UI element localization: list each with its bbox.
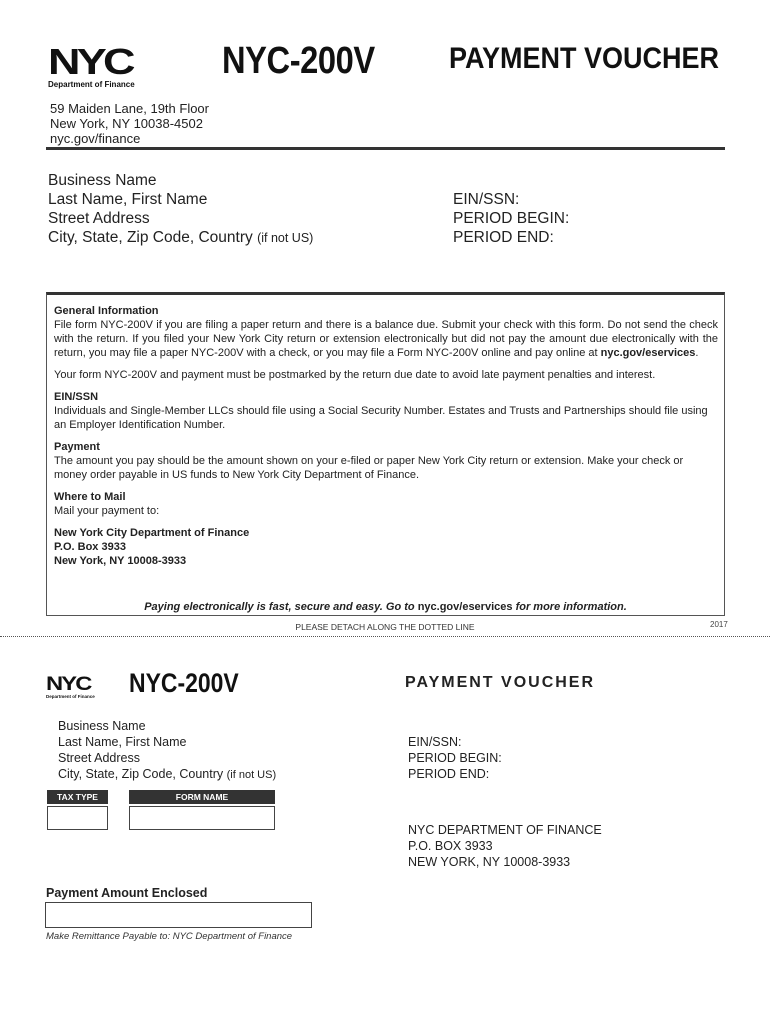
general-info-text: File form NYC-200V if you are filing a paper return and there is a balance due. Submit your check with this form. Do not send the check with the return. If you filed your New York City return or extension electronically but did not pay the amount due electronically with the return, you may file a paper NYC-200V with a check, or you may file a Form NYC-200V online and pay online at: [54, 319, 718, 359]
mail-section: [54, 490, 718, 518]
dof-address-line: NYC DEPARTMENT OF FINANCE: [408, 823, 602, 837]
payment-amount-label: Payment Amount Enclosed: [46, 886, 208, 900]
address-line: 59 Maiden Lane, 19th Floor: [50, 101, 209, 116]
form-number-title: NYC-200V: [222, 40, 375, 82]
taxpayer-ids: [453, 190, 569, 247]
payment-heading: Payment: [54, 441, 100, 453]
voucher-taxpayer-name: Last Name, First Name: [58, 735, 187, 749]
voucher-nyc-logo: [46, 675, 95, 699]
dof-mailing-address: [408, 822, 602, 870]
voucher-street-address: Street Address: [58, 751, 140, 765]
mail-address-line: P.O. Box 3933: [54, 541, 126, 553]
eservices-link[interactable]: nyc.gov/eservices: [600, 347, 696, 359]
eservices-footer-link[interactable]: nyc.gov/eservices: [417, 601, 513, 613]
nyc-logo-subtitle: Department of Finance: [48, 80, 135, 89]
voucher-nyc-logo-subtitle: Department of Finance: [46, 694, 95, 699]
voucher-nyc-logo-mark: NYC: [46, 674, 91, 695]
payment-section: [54, 440, 718, 482]
dof-address-line: P.O. BOX 3933: [408, 839, 493, 853]
mail-address: [54, 526, 718, 568]
mail-heading: Where to Mail: [54, 491, 126, 503]
postmark-notice: Your form NYC-200V and payment must be postmarked by the return due date to avoid late payment penalties and interest.: [54, 369, 656, 381]
tax-type-input[interactable]: [47, 806, 108, 830]
ein-heading: EIN/SSN: [54, 391, 99, 403]
dof-address-line: NEW YORK, NY 10008-3933: [408, 855, 571, 869]
address-line: nyc.gov/finance: [50, 131, 141, 146]
voucher-ein-ssn: EIN/SSN:: [408, 735, 462, 749]
department-address: [50, 101, 209, 146]
form-year: 2017: [710, 620, 728, 629]
detach-instruction: PLEASE DETACH ALONG THE DOTTED LINE: [295, 622, 475, 632]
mail-address-line: New York, NY 10008-3933: [54, 555, 187, 567]
taxpayer-name-label: Last Name, First Name: [48, 191, 208, 208]
voucher-period-end: PERIOD END:: [408, 767, 490, 781]
voucher-taxpayer-info: [58, 718, 276, 783]
payment-amount-input[interactable]: [45, 902, 312, 928]
voucher-business-name: Business Name: [58, 719, 146, 733]
city-note: (if not US): [257, 231, 314, 245]
tax-type-label: TAX TYPE: [47, 790, 108, 804]
voucher-title: PAYMENT VOUCHER: [405, 674, 596, 691]
voucher-city-line: City, State, Zip Code, Country (if not US): [58, 767, 277, 781]
nyc-logo-mark: NYC: [48, 41, 132, 82]
voucher-form-number: NYC-200V: [129, 668, 239, 698]
form-name-label: FORM NAME: [129, 790, 275, 804]
payment-voucher-title: PAYMENT VOUCHER: [449, 42, 720, 75]
mail-address-line: New York City Department of Finance: [54, 527, 250, 539]
voucher-period-begin: PERIOD BEGIN:: [408, 751, 502, 765]
general-info-heading: General Information: [54, 305, 159, 317]
period-end-label: PERIOD END:: [453, 229, 554, 246]
general-information-box: [46, 292, 725, 616]
street-address-label: Street Address: [48, 210, 150, 227]
header-divider: [46, 147, 725, 150]
ein-text: Individuals and Single-Member LLCs should file using a Social Security Number. Estates and Trusts and Partnerships should file using an Employer Identification Number.: [54, 405, 708, 431]
form-name-input[interactable]: [129, 806, 275, 830]
mail-text: Mail your payment to:: [54, 505, 160, 517]
ein-section: [54, 390, 718, 432]
eservices-promo: Paying electronically is fast, secure and easy. Go to nyc.gov/eservices for more information.: [144, 601, 627, 613]
nyc-logo: [48, 41, 135, 89]
remittance-note: Make Remittance Payable to: NYC Department of Finance: [46, 931, 293, 942]
period-begin-label: PERIOD BEGIN:: [453, 210, 570, 227]
taxpayer-info: [48, 171, 313, 248]
ein-ssn-label: EIN/SSN:: [453, 191, 520, 208]
address-line: New York, NY 10038-4502: [50, 116, 203, 131]
city-line-label: City, State, Zip Code, Country (if not US): [48, 229, 314, 246]
business-name-label: Business Name: [48, 172, 157, 189]
voucher-taxpayer-ids: [408, 734, 502, 782]
detach-dotted-line: [0, 636, 770, 637]
payment-text: The amount you pay should be the amount shown on your e-filed or paper New York City return or extension. Make your check or money order payable in US funds to New York City Department of Finance.: [54, 455, 684, 481]
general-info-section: General Information File form NYC-200V if you are filing a paper return and there is a balance due. Submit your check with this form. Do not send the check with the return. If you filed your New York City return or extension electronically but did not pay the amount due electronically with the return, you may file a paper NYC-200V with a check, or you may file a Form NYC-200V online and pay online at nyc.gov/eservices.: [54, 305, 718, 359]
